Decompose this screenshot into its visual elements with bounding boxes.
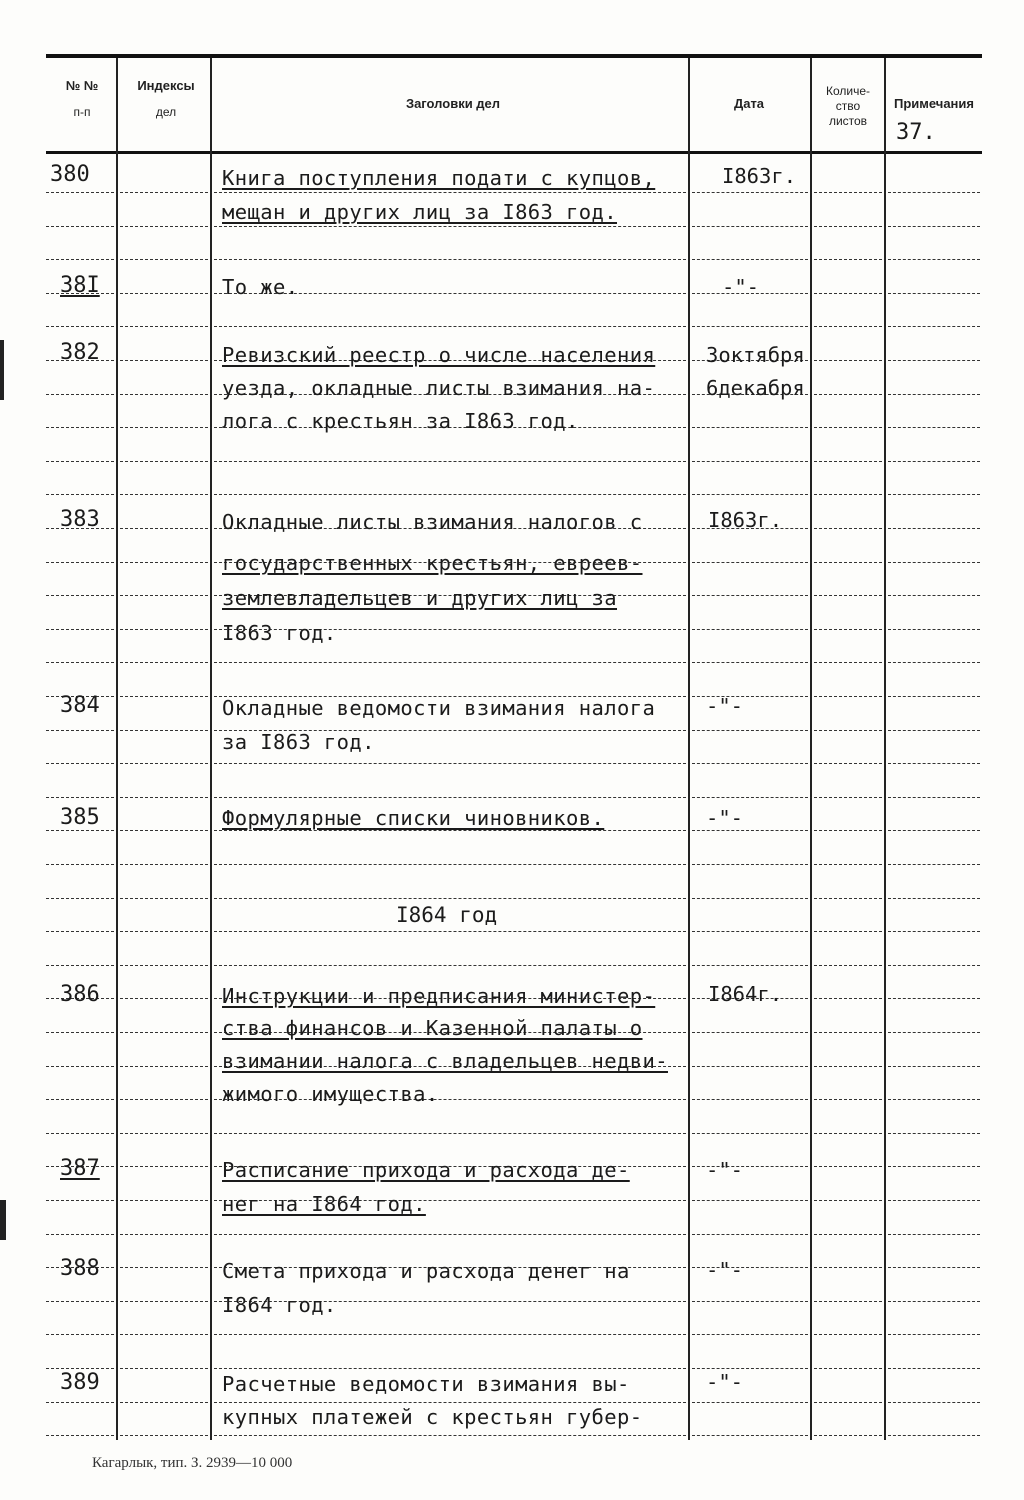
row-guide-line — [46, 192, 114, 193]
row-guide-line — [120, 259, 208, 260]
row-guide-line — [888, 360, 980, 361]
row-guide-line — [692, 1133, 808, 1134]
row-guide-line — [692, 931, 808, 932]
table-top-border — [46, 54, 982, 58]
row-guide-line — [214, 662, 686, 663]
entry-title-line: лога с крестьян за I863 год. — [222, 409, 579, 433]
row-guide-line — [120, 864, 208, 865]
row-guide-line — [214, 494, 686, 495]
row-guide-line — [120, 1200, 208, 1201]
row-guide-line — [46, 226, 114, 227]
row-guide-line — [692, 1368, 808, 1369]
row-guide-line — [692, 1032, 808, 1033]
entry-title-line: купных платежей с крестьян губер- — [222, 1405, 643, 1429]
entry-title-line: Формулярные списки чиновников. — [222, 806, 605, 830]
row-guide-line — [120, 461, 208, 462]
row-guide-line — [46, 898, 114, 899]
row-guide-line — [814, 1099, 882, 1100]
row-guide-line — [888, 1435, 980, 1436]
row-guide-line — [692, 864, 808, 865]
row-guide-line — [214, 965, 686, 966]
row-guide-line — [214, 1435, 686, 1436]
row-guide-line — [46, 931, 114, 932]
row-guide-line — [120, 931, 208, 932]
row-guide-line — [214, 1402, 686, 1403]
row-guide-line — [120, 1066, 208, 1067]
row-guide-line — [692, 730, 808, 731]
row-guide-line — [214, 326, 686, 327]
row-guide-line — [814, 1267, 882, 1268]
entry-date: -"- — [706, 1370, 744, 1394]
row-guide-line — [120, 1435, 208, 1436]
entry-title-line: взимании налога с владельцев недви- — [222, 1049, 668, 1073]
column-header-title: Заголовки дел — [405, 96, 501, 111]
entry-date: -"- — [706, 694, 744, 718]
row-guide-line — [814, 528, 882, 529]
entry-number: 384 — [60, 693, 100, 718]
row-guide-line — [692, 965, 808, 966]
entry-date: 3октября — [706, 343, 805, 367]
row-guide-line — [46, 326, 114, 327]
row-guide-line — [120, 998, 208, 999]
row-guide-line — [46, 1435, 114, 1436]
row-guide-line — [814, 1334, 882, 1335]
row-guide-line — [46, 494, 114, 495]
row-guide-line — [692, 1066, 808, 1067]
entry-number: 387 — [60, 1156, 100, 1181]
entry-title-line: государственных крестьян, евреев- — [222, 551, 643, 575]
row-guide-line — [46, 259, 114, 260]
row-guide-line — [120, 192, 208, 193]
row-guide-line — [888, 830, 980, 831]
row-guide-line — [214, 1368, 686, 1369]
row-guide-line — [46, 427, 114, 428]
entry-title-line: То же. — [222, 275, 299, 299]
entry-date: -"- — [722, 275, 760, 299]
row-guide-line — [814, 226, 882, 227]
column-divider — [688, 58, 690, 1440]
row-guide-line — [692, 797, 808, 798]
row-guide-line — [814, 696, 882, 697]
row-guide-line — [814, 1234, 882, 1235]
entry-title-line: жимого имущества. — [222, 1082, 439, 1106]
row-guide-line — [692, 259, 808, 260]
row-guide-line — [120, 1099, 208, 1100]
row-guide-line — [888, 1301, 980, 1302]
row-guide-line — [214, 763, 686, 764]
row-guide-line — [214, 797, 686, 798]
row-guide-line — [120, 830, 208, 831]
entry-date: I863г. — [708, 508, 783, 532]
row-guide-line — [888, 562, 980, 563]
row-guide-line — [120, 494, 208, 495]
entry-title-line: землевладельцев и других лиц за — [222, 586, 618, 610]
row-guide-line — [46, 1402, 114, 1403]
entry-number: 386 — [60, 982, 100, 1007]
row-guide-line — [120, 730, 208, 731]
row-guide-line — [814, 360, 882, 361]
row-guide-line — [814, 326, 882, 327]
entry-number: 383 — [60, 507, 100, 532]
row-guide-line — [692, 1234, 808, 1235]
row-guide-line — [120, 360, 208, 361]
row-guide-line — [888, 293, 980, 294]
row-guide-line — [46, 864, 114, 865]
row-guide-line — [120, 1133, 208, 1134]
row-guide-line — [888, 595, 980, 596]
row-guide-line — [120, 1166, 208, 1167]
row-guide-line — [888, 461, 980, 462]
row-guide-line — [692, 1435, 808, 1436]
entry-number: 380 — [50, 162, 90, 187]
entry-number: 388 — [60, 1256, 100, 1281]
column-header-notes: Примечания — [893, 96, 974, 111]
entry-title-line: ства финансов и Казенной палаты о — [222, 1016, 643, 1040]
row-guide-line — [46, 562, 114, 563]
row-guide-line — [888, 1166, 980, 1167]
row-guide-line — [46, 1368, 114, 1369]
row-guide-line — [888, 998, 980, 999]
section-year-heading: I864 год — [396, 903, 498, 927]
row-guide-line — [888, 797, 980, 798]
row-guide-line — [692, 461, 808, 462]
row-guide-line — [888, 1267, 980, 1268]
row-guide-line — [692, 1099, 808, 1100]
column-divider — [116, 58, 118, 1440]
row-guide-line — [814, 494, 882, 495]
row-guide-line — [814, 629, 882, 630]
row-guide-line — [814, 427, 882, 428]
row-guide-line — [692, 898, 808, 899]
row-guide-line — [120, 1032, 208, 1033]
row-guide-line — [888, 1368, 980, 1369]
row-guide-line — [692, 326, 808, 327]
row-guide-line — [120, 1301, 208, 1302]
row-guide-line — [888, 1066, 980, 1067]
entry-number: 382 — [60, 340, 100, 365]
row-guide-line — [888, 1133, 980, 1134]
row-guide-line — [120, 797, 208, 798]
entry-number: 385 — [60, 805, 100, 830]
row-guide-line — [46, 461, 114, 462]
entry-date: -"- — [706, 1158, 744, 1182]
row-guide-line — [120, 1402, 208, 1403]
row-guide-line — [692, 763, 808, 764]
row-guide-line — [46, 1200, 114, 1201]
row-guide-line — [692, 226, 808, 227]
row-guide-line — [46, 1234, 114, 1235]
binding-mark — [0, 1200, 6, 1240]
row-guide-line — [120, 293, 208, 294]
row-guide-line — [692, 1200, 808, 1201]
row-guide-line — [814, 192, 882, 193]
row-guide-line — [120, 629, 208, 630]
column-header-date: Дата — [733, 96, 765, 111]
entry-title-line: за I863 год. — [222, 730, 375, 754]
column-header-index: Индексы дел — [137, 78, 195, 119]
row-guide-line — [120, 965, 208, 966]
row-guide-line — [120, 528, 208, 529]
row-guide-line — [888, 259, 980, 260]
column-divider — [884, 58, 886, 1440]
entry-title-line: I863 год. — [222, 621, 337, 645]
entry-date: I864г. — [708, 982, 783, 1006]
row-guide-line — [814, 1066, 882, 1067]
row-guide-line — [214, 931, 686, 932]
row-guide-line — [692, 562, 808, 563]
row-guide-line — [120, 595, 208, 596]
row-guide-line — [214, 1133, 686, 1134]
entry-date: -"- — [706, 806, 744, 830]
entry-title-line: I864 год. — [222, 1293, 337, 1317]
row-guide-line — [46, 1066, 114, 1067]
row-guide-line — [888, 763, 980, 764]
row-guide-line — [888, 192, 980, 193]
row-guide-line — [214, 1234, 686, 1235]
row-guide-line — [214, 864, 686, 865]
row-guide-line — [814, 730, 882, 731]
row-guide-line — [888, 1234, 980, 1235]
row-guide-line — [120, 662, 208, 663]
row-guide-line — [814, 797, 882, 798]
row-guide-line — [46, 1334, 114, 1335]
row-guide-line — [46, 629, 114, 630]
row-guide-line — [46, 830, 114, 831]
row-guide-line — [46, 965, 114, 966]
entry-title-line: Расчетные ведомости взимания вы- — [222, 1372, 630, 1396]
row-guide-line — [814, 1032, 882, 1033]
column-divider — [810, 58, 812, 1440]
row-guide-line — [214, 830, 686, 831]
row-guide-line — [120, 326, 208, 327]
row-guide-line — [814, 293, 882, 294]
row-guide-line — [692, 427, 808, 428]
column-divider — [210, 58, 212, 1440]
row-guide-line — [214, 226, 686, 227]
entry-number: 389 — [60, 1370, 100, 1395]
row-guide-line — [214, 898, 686, 899]
row-guide-line — [814, 998, 882, 999]
row-guide-line — [46, 662, 114, 663]
row-guide-line — [888, 1200, 980, 1201]
row-guide-line — [888, 226, 980, 227]
row-guide-line — [46, 797, 114, 798]
row-guide-line — [120, 696, 208, 697]
row-guide-line — [888, 1099, 980, 1100]
entry-title-line: мещан и других лиц за I863 год. — [222, 200, 618, 224]
row-guide-line — [46, 730, 114, 731]
row-guide-line — [692, 1402, 808, 1403]
row-guide-line — [888, 394, 980, 395]
row-guide-line — [814, 662, 882, 663]
row-guide-line — [120, 1267, 208, 1268]
row-guide-line — [814, 1200, 882, 1201]
row-guide-line — [214, 461, 686, 462]
row-guide-line — [814, 1301, 882, 1302]
entry-date: 6декабря — [706, 376, 805, 400]
entry-title-line: Смета прихода и расхода денег на — [222, 1259, 630, 1283]
entry-number: 38I — [60, 273, 100, 298]
page-number: 37. — [896, 120, 936, 145]
row-guide-line — [214, 1334, 686, 1335]
row-guide-line — [120, 1368, 208, 1369]
row-guide-line — [814, 1166, 882, 1167]
row-guide-line — [120, 427, 208, 428]
row-guide-line — [692, 830, 808, 831]
row-guide-line — [888, 864, 980, 865]
column-header-count: Количе- ство листов — [825, 84, 871, 128]
row-guide-line — [814, 1133, 882, 1134]
row-guide-line — [692, 494, 808, 495]
row-guide-line — [814, 864, 882, 865]
row-guide-line — [692, 192, 808, 193]
row-guide-line — [46, 394, 114, 395]
row-guide-line — [814, 830, 882, 831]
row-guide-line — [888, 730, 980, 731]
column-header-number: № № п-п — [65, 78, 99, 119]
row-guide-line — [46, 1032, 114, 1033]
row-guide-line — [888, 1032, 980, 1033]
row-guide-line — [888, 965, 980, 966]
entry-date: I863г. — [722, 164, 797, 188]
row-guide-line — [120, 898, 208, 899]
row-guide-line — [46, 595, 114, 596]
row-guide-line — [814, 562, 882, 563]
row-guide-line — [814, 1435, 882, 1436]
row-guide-line — [46, 1301, 114, 1302]
row-guide-line — [46, 1099, 114, 1100]
row-guide-line — [120, 1234, 208, 1235]
entry-title-line: Расписание прихода и расхода де- — [222, 1158, 630, 1182]
row-guide-line — [120, 394, 208, 395]
table-header-border — [46, 151, 982, 154]
row-guide-line — [888, 662, 980, 663]
row-guide-line — [888, 494, 980, 495]
row-guide-line — [692, 662, 808, 663]
row-guide-line — [214, 259, 686, 260]
row-guide-line — [888, 696, 980, 697]
entry-title-line: нег на I864 год. — [222, 1192, 426, 1216]
row-guide-line — [888, 326, 980, 327]
row-guide-line — [814, 898, 882, 899]
row-guide-line — [888, 528, 980, 529]
row-guide-line — [46, 763, 114, 764]
row-guide-line — [814, 461, 882, 462]
entry-title-line: Окладные листы взимания налогов с — [222, 510, 643, 534]
row-guide-line — [888, 427, 980, 428]
row-guide-line — [120, 763, 208, 764]
row-guide-line — [888, 931, 980, 932]
row-guide-line — [814, 259, 882, 260]
row-guide-line — [888, 629, 980, 630]
row-guide-line — [692, 1301, 808, 1302]
row-guide-line — [692, 1334, 808, 1335]
entry-title-line: Окладные ведомости взимания налога — [222, 696, 656, 720]
row-guide-line — [814, 763, 882, 764]
row-guide-line — [814, 1368, 882, 1369]
entry-title-line: Ревизский реестр о числе населения — [222, 343, 656, 367]
binding-mark — [0, 340, 4, 400]
entry-date: -"- — [706, 1258, 744, 1282]
entry-title-line: Инструкции и предписания министер- — [222, 984, 656, 1008]
row-guide-line — [120, 562, 208, 563]
row-guide-line — [888, 1402, 980, 1403]
row-guide-line — [814, 931, 882, 932]
row-guide-line — [888, 1334, 980, 1335]
row-guide-line — [888, 898, 980, 899]
row-guide-line — [46, 1133, 114, 1134]
row-guide-line — [814, 1402, 882, 1403]
row-guide-line — [120, 226, 208, 227]
row-guide-line — [692, 595, 808, 596]
row-guide-line — [814, 394, 882, 395]
entry-title-line: Книга поступления подати с купцов, — [222, 166, 656, 190]
row-guide-line — [814, 595, 882, 596]
row-guide-line — [814, 965, 882, 966]
row-guide-line — [692, 629, 808, 630]
row-guide-line — [214, 192, 686, 193]
entry-title-line: уезда, окладные листы взимания на- — [222, 376, 656, 400]
row-guide-line — [120, 1334, 208, 1335]
printer-imprint: Кагарлык, тип. З. 2939—10 000 — [92, 1455, 293, 1471]
